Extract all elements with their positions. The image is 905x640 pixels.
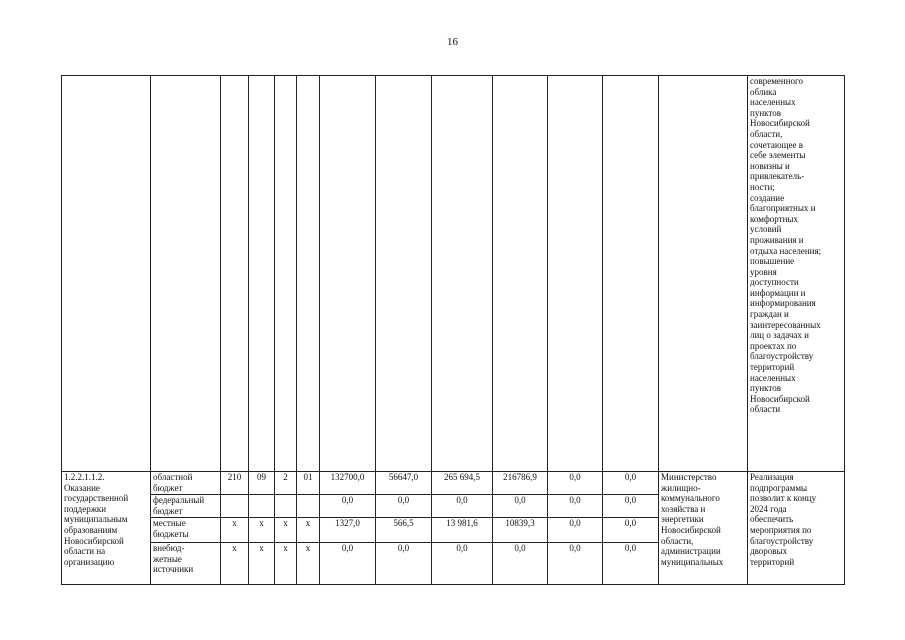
code-rz [249,495,275,518]
code-pr: х [275,543,297,585]
cell-empty [493,76,548,472]
code-grbs: х [221,543,249,585]
cell-empty [603,76,659,472]
continuation-row [62,76,845,472]
page-number: 16 [447,36,458,48]
code-grbs [221,495,249,518]
funding-source: областной бюджет [151,472,221,495]
measure-name: 1.2.2.1.1.2. Оказание государственной поддержки муниципальным образованиям Новосибирской области на организацию [62,472,151,585]
value-cell: 10839,3 [493,518,548,543]
table-row [62,472,845,495]
cell-empty [221,76,249,472]
cell-empty [659,76,748,472]
value-cell: 0,0 [320,543,376,585]
code-rz: х [249,518,275,543]
cell-empty [320,76,376,472]
code-pr: х [275,518,297,543]
value-cell: 0,0 [603,472,659,495]
value-cell: 566,5 [376,518,432,543]
code-csr: х [297,543,320,585]
value-cell: 0,0 [432,495,493,518]
funding-source: внебюд- жетные источники [151,543,221,585]
cell-empty [548,76,603,472]
cell-empty [376,76,432,472]
funding-source: федеральный бюджет [151,495,221,518]
cell-empty [151,76,221,472]
value-cell: 0,0 [603,543,659,585]
code-rz: 09 [249,472,275,495]
cell-empty [62,76,151,472]
budget-table [61,75,845,585]
value-cell: 265 694,5 [432,472,493,495]
value-cell: 0,0 [548,543,603,585]
value-cell: 0,0 [432,543,493,585]
value-cell: 0,0 [376,543,432,585]
funding-source: местные бюджеты [151,518,221,543]
code-csr: 01 [297,472,320,495]
value-cell: 132700,0 [320,472,376,495]
value-cell: 56647,0 [376,472,432,495]
cell-empty [275,76,297,472]
cell-empty [297,76,320,472]
value-cell: 0,0 [603,518,659,543]
value-cell: 1327,0 [320,518,376,543]
value-cell: 0,0 [548,518,603,543]
cell-empty [432,76,493,472]
value-cell: 0,0 [376,495,432,518]
code-grbs: х [221,518,249,543]
executor: Министерство жилищно- коммунального хозяйства и энергетики Новосибирской области, администрации муниципальных [659,472,748,585]
expected-result: Реализация подпрограммы позволит к концу 2024 года обеспечить мероприятия по благоустройству дворовых территорий [748,472,845,585]
code-csr: х [297,518,320,543]
code-rz: х [249,543,275,585]
value-cell: 0,0 [603,495,659,518]
value-cell: 13 981,6 [432,518,493,543]
value-cell: 0,0 [493,543,548,585]
code-pr [275,495,297,518]
value-cell: 0,0 [548,495,603,518]
expected-result-continued: современного облика населенных пунктов Новосибирской области, сочетающее в себе элементы новизны и привлекатель- ности; создание благоприятных и комфортных условий проживания и отдыха населения; повышение уровня доступности информации и информирования граждан и заинтересованных лиц о задачах и проектах по благоустройству территорий населенных пунктов Новосибирской области [748,76,845,472]
cell-empty [249,76,275,472]
code-csr [297,495,320,518]
code-grbs: 210 [221,472,249,495]
value-cell: 0,0 [320,495,376,518]
code-pr: 2 [275,472,297,495]
value-cell: 216786,9 [493,472,548,495]
value-cell: 0,0 [493,495,548,518]
value-cell: 0,0 [548,472,603,495]
